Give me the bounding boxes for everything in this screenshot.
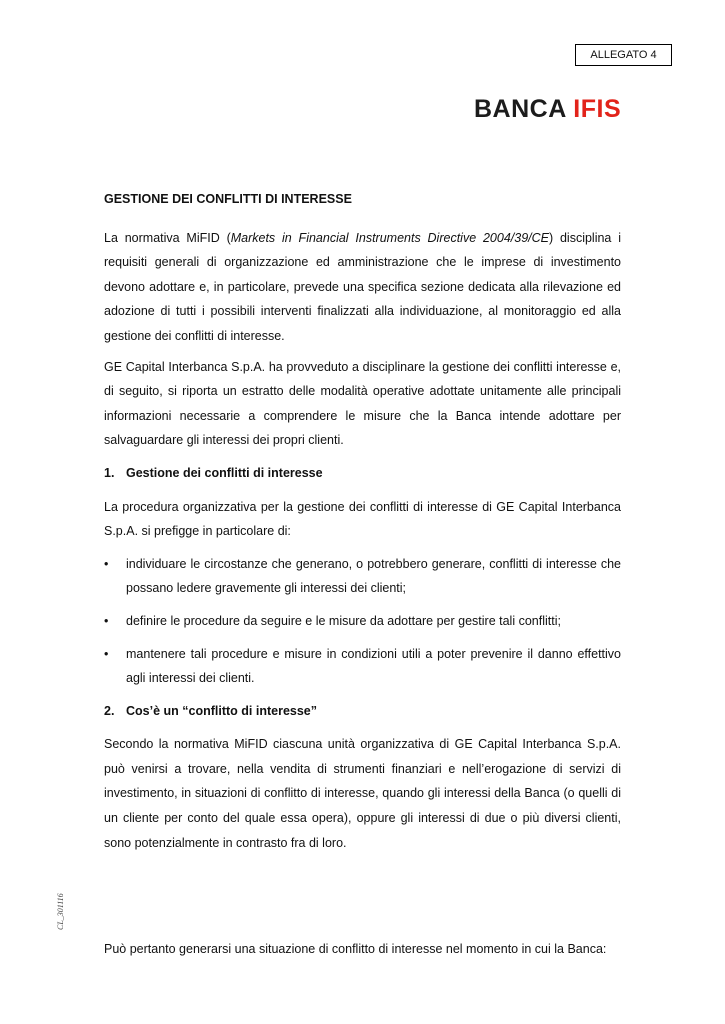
section-1-heading	[104, 461, 621, 486]
intro-text-start: La normativa MiFID (	[104, 230, 231, 245]
section-1-text: La procedura organizzativa per la gestione dei conflitti di interesse di GE Capital Interbanca S.p.A. si prefigge in particolare di:	[104, 499, 621, 539]
bullet-icon: •	[104, 646, 109, 661]
list-item-text: individuare le circostanze che generano, o potrebbero generare, conflitti di interesse che possano ledere gravemente gli interessi dei clienti;	[126, 556, 621, 596]
section-1-title: Gestione dei conflitti di interesse	[126, 465, 323, 480]
bank-logo	[474, 94, 621, 124]
section-2-text: Secondo la normativa MiFID ciascuna unità organizzativa di GE Capital Interbanca S.p.A. può venirsi a trovare, nella vendita di strumenti finanziari e nell’erogazione di servizi di investimento, in situazioni di conflitto di interesse, quando gli interessi della Banca (o quelli di un cliente per conto del quale essa opera), oppure gli interessi di due o più diversi clienti, sono potenzialmente in contrasto fra di loro.	[104, 737, 621, 850]
list-item	[104, 642, 621, 691]
section-2-number: 2.	[104, 703, 115, 718]
intro-text-end: ) disciplina i requisiti generali di organizzazione ed amministrazione che le imprese di investimento devono adottare e, in particolare, prevede una specifica sezione dedicata alla rilevazione ed adozione di tutti i possibili interventi finalizzati alla individuazione, al monitoraggio ed alla gestione dei conflitti di interesse.	[104, 230, 621, 343]
logo-text-banca: BANCA	[474, 95, 566, 123]
intro-paragraph-2: GE Capital Interbanca S.p.A. ha provveduto a disciplinare la gestione dei conflitti interesse e, di seguito, si riporta un estratto delle modalità operative adottate unitamente alle principali informazioni necessarie a comprendere le misure che la Banca intende adottare per salvaguardare gli interessi dei propri clienti.	[104, 359, 621, 448]
section-1-number: 1.	[104, 465, 115, 480]
list-item	[104, 552, 621, 601]
directive-name: Markets in Financial Instruments Directive 2004/39/CE	[230, 230, 549, 245]
logo-text-ifis: IFIS	[573, 95, 622, 123]
intro-paragraph-1	[104, 226, 621, 349]
annex-label: ALLEGATO 4	[575, 44, 672, 66]
bullet-icon: •	[104, 613, 109, 628]
closing-paragraph: Può pertanto generarsi una situazione di conflitto di interesse nel momento in cui la Banca:	[104, 942, 607, 956]
document-title: GESTIONE DEI CONFLITTI DI INTERESSE	[104, 192, 352, 206]
section-2-heading	[104, 699, 621, 724]
section-2-title: Cos’è un “conflitto di interesse”	[126, 703, 317, 718]
document-body	[104, 187, 621, 855]
section-1-bullet-list	[104, 552, 621, 691]
list-item-text: definire le procedure da seguire e le misure da adottare per gestire tali conflitti;	[126, 613, 561, 628]
list-item-text: mantenere tali procedure e misure in condizioni utili a poter prevenire il danno effettivo agli interessi dei clienti.	[126, 646, 621, 686]
bullet-icon: •	[104, 556, 109, 571]
document-code: CL_301116	[56, 893, 65, 930]
list-item	[104, 609, 621, 634]
